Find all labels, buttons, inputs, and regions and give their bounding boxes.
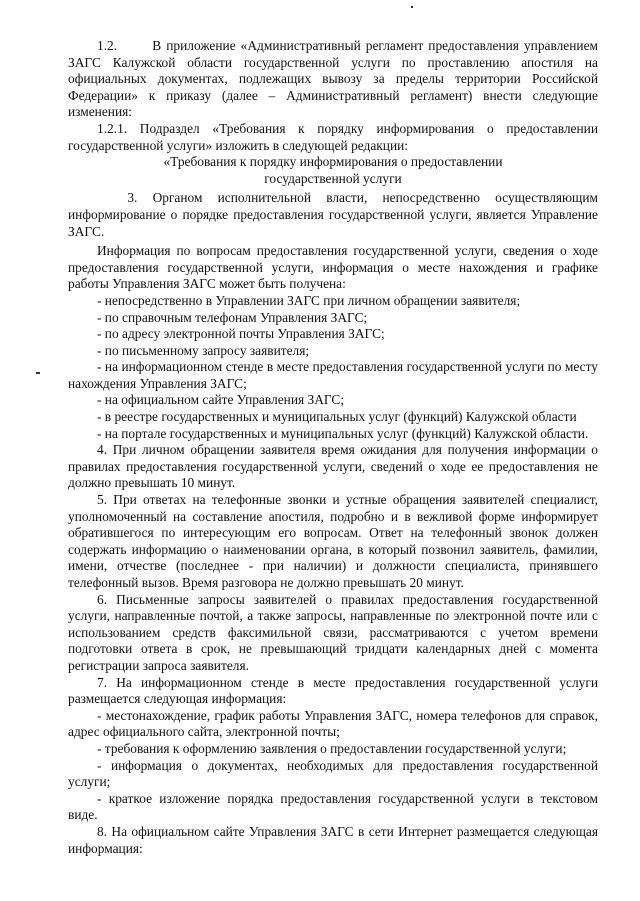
scan-speck xyxy=(411,6,413,8)
section-title-line-1: «Требования к порядку информирования о предоставлении xyxy=(163,154,503,170)
section-title-line-2: государственной услуги xyxy=(264,170,402,186)
list-item: - в реестре государственных и муниципальных услуг (функций) Калужской области xyxy=(97,409,577,425)
paragraph-5: 5. При ответах на телефонные звонки и устные обращения заявителей специалист, уполномоченный на составление апостиля, подробно и в вежливой форме информирует обратившегося по интересующим его вопросам. Ответ на телефонный звонок должен содержать информацию о наименовании органа, в который позвонил заявитель, фамилии, имени, отчестве (последнее - при наличии) и должности специалиста, принявшего телефонный вызов. Время разговора не должно превышать 20 минут. xyxy=(68,492,598,590)
list-item: - непосредственно в Управлении ЗАГС при личном обращении заявителя; xyxy=(97,292,521,308)
list-item: - местонахождение, график работы Управления ЗАГС, номера телефонов для справок, адрес официального сайта, электронной почты; xyxy=(68,707,598,740)
list-item: - по письменному запросу заявителя; xyxy=(97,342,310,358)
scan-speck xyxy=(36,372,40,374)
paragraph-8: 8. На официальном сайте Управления ЗАГС в сети Интернет размещается следующая информация: xyxy=(68,823,598,856)
list-item: - краткое изложение порядка предоставления государственной услуги в текстовом виде. xyxy=(68,790,598,823)
document-body xyxy=(68,38,598,857)
paragraph-7: 7. На информационном стенде в месте предоставления государственной услуги размещается следующая информация: xyxy=(68,674,598,707)
list-item: - на портале государственных и муниципальных услуг (функций) Калужской области. xyxy=(97,425,589,441)
list-item: - требования к оформлению заявления о предоставлении государственной услуги; xyxy=(97,740,567,756)
paragraph-1-2-1: 1.2.1. Подраздел «Требования к порядку информирования о предоставлении государственной услуги» изложить в следующей редакции: xyxy=(68,120,598,153)
list-item: - по адресу электронной почты Управления ЗАГС; xyxy=(97,326,385,342)
list-item: - на информационном стенде в месте предоставления государственной услуги по месту нахождения Управления ЗАГС; xyxy=(68,359,598,391)
paragraph-info-sources: Информация по вопросам предоставления государственной услуги, сведения о ходе предоставления государственной услуги, информация о месте нахождения и графике работы Управления ЗАГС может быть получена: xyxy=(68,243,598,292)
list-item: - на официальном сайте Управления ЗАГС; xyxy=(97,392,345,408)
list-item: - информация о документах, необходимых для предоставления государственной услуги; xyxy=(68,757,598,790)
paragraph-1-2: 1.2. В приложение «Административный регламент предоставления управлением ЗАГС Калужской области государственной услуги по проставлению апостиля на официальных документах, подлежащих вывозу за пределы территории Российской Федерации» к приказу (далее – Административный регламент) внести следующие изменения: xyxy=(68,38,598,120)
paragraph-3: 3. Органом исполнительной власти, непосредственно осуществляющим информирование о порядке предоставления государственной услуги, является Управление ЗАГС. xyxy=(68,190,598,239)
paragraph-4: 4. При личном обращении заявителя время ожидания для получения информации о правилах предоставления государственной услуги, сведений о ходе ее предоставления не должно превышать 10 минут. xyxy=(68,442,598,491)
list-item: - по справочным телефонам Управления ЗАГС; xyxy=(97,309,368,325)
paragraph-6: 6. Письменные запросы заявителей о правилах предоставления государственной услуги, направленные почтой, а также запросы, направленные по электронной почте или с использованием средств факсимильной связи, рассматриваются с учетом времени подготовки ответа в срок, не превышающий тридцати календарных дней с момента регистрации запроса заявителя. xyxy=(68,591,598,673)
